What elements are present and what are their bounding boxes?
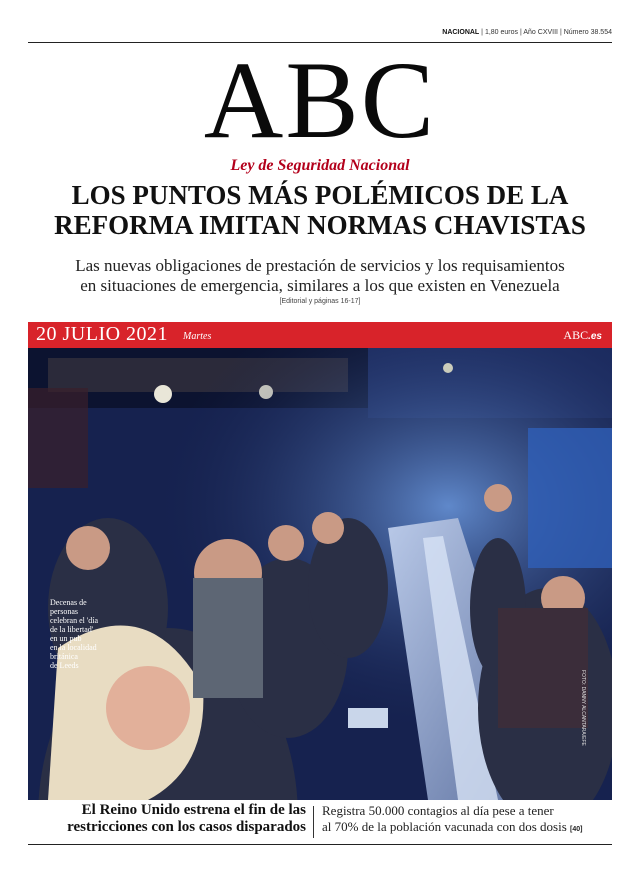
masthead-logo: ABC — [203, 39, 437, 161]
date-band — [28, 322, 612, 348]
lead-kicker: Ley de Seguridad Nacional — [230, 157, 410, 174]
abc-es-logo: ABC.es — [563, 328, 602, 342]
bottom-rule — [28, 844, 612, 845]
column-divider — [313, 806, 314, 838]
secondary-page-ref: [40] — [570, 826, 583, 833]
issue-number: Número 38.554 — [563, 29, 612, 36]
cover-photo — [28, 348, 612, 800]
deck-line-2: en situaciones de emergencia, similares a los que existen en Venezuela — [80, 276, 560, 295]
lead-deck — [20, 256, 620, 296]
section-label: NACIONAL — [442, 29, 480, 36]
issue-meta: NACIONAL | 1,80 euros | Año CXVIII | Número 38.554 — [442, 29, 612, 36]
lead-headline — [0, 180, 640, 240]
price: 1,80 euros — [484, 29, 519, 36]
year: Año CXVIII — [523, 29, 559, 36]
photo-caption: Decenas de personas celebran el 'día de la libertad' en un pub en la localidad británica de Leeds — [50, 598, 99, 670]
headline-line-1: LOS PUNTOS MÁS POLÉMICOS DE LA — [71, 180, 569, 210]
pub-crowd-photo — [28, 348, 612, 800]
weekday: Martes — [183, 331, 212, 342]
page-reference: [Editorial y páginas 16-17] — [279, 298, 361, 305]
secondary-summary: Registra 50.000 contagios al día pese a tener al 70% de la población vacunada con dos dosis [40] — [322, 803, 583, 834]
deck-line-1: Las nuevas obligaciones de prestación de servicios y los requisamientos — [75, 256, 565, 275]
photo-credit: FOTO: DANNY ALCANTARA/EFE — [580, 670, 586, 746]
issue-date: 20 JULIO 2021 — [36, 323, 169, 345]
secondary-headline: El Reino Unido estrena el fin de las restricciones con los casos disparados — [67, 802, 306, 835]
headline-line-2: REFORMA IMITAN NORMAS CHAVISTAS — [54, 210, 586, 240]
